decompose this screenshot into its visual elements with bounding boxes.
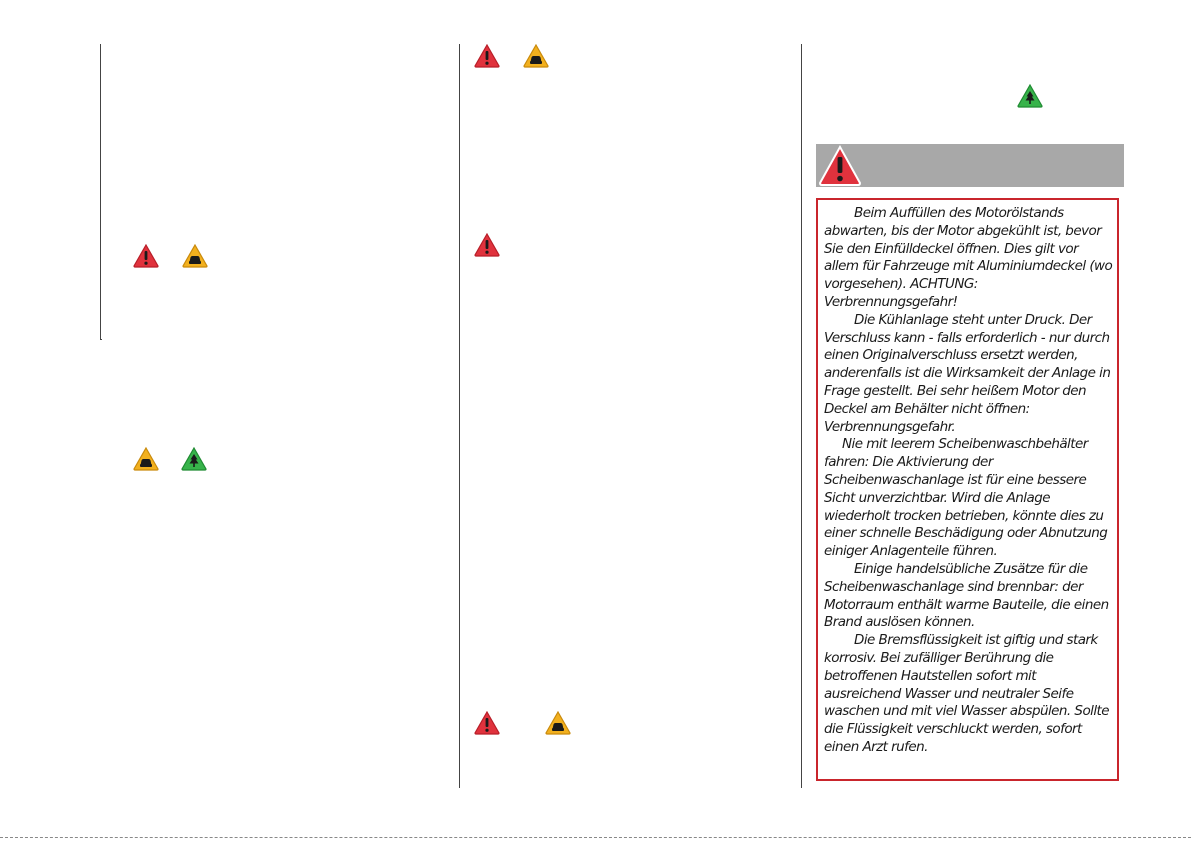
warning-paragraph: Die Kühlanlage steht unter Druck. Der Verschluss kann - falls erforderlich - nur durch einen Originalverschluss ersetzt werden, anderenfalls ist die Wirksamkeit der Anlage in Frage gestellt. Bei sehr heißem Motor den Deckel am Behälter nicht öffnen: Verbrennungsgefahr. <box>824 311 1111 435</box>
warning-header-bar <box>816 144 1124 187</box>
danger-warning-icon <box>133 244 159 268</box>
caution-car-icon <box>545 711 571 735</box>
environment-tree-icon <box>181 447 207 471</box>
page-bottom-rule <box>0 837 1191 838</box>
left-margin-bar <box>100 44 101 340</box>
caution-car-icon <box>182 244 208 268</box>
environment-tree-icon <box>1017 84 1043 108</box>
danger-warning-icon <box>474 44 500 68</box>
danger-warning-icon <box>474 233 500 257</box>
warning-paragraph: Einige handelsübliche Zusätze für die Scheibenwaschanlage sind brennbar: der Motorraum enthält warme Bauteile, die einen Brand auslösen können. <box>824 560 1109 631</box>
warning-box <box>816 198 1119 781</box>
warning-paragraph: Die Bremsflüssigkeit ist giftig und stark korrosiv. Bei zufälliger Berührung die betroffenen Hautstellen sofort mit ausreichend Wasser und neutraler Seife waschen und mit viel Wasser abspülen. Sollte die Flüssigkeit verschluckt werden, sofort einen Arzt rufen. <box>824 632 1110 755</box>
danger-warning-icon <box>474 711 500 735</box>
column-divider-2 <box>801 44 802 788</box>
left-margin-foot <box>100 339 102 340</box>
column-divider-1 <box>459 44 460 788</box>
caution-car-icon <box>523 44 549 68</box>
warning-paragraph: Nie mit leerem Scheibenwaschbehälter fahren: Die Aktivierung der Scheibenwaschanlage ist für eine bessere Sicht unverzichtbar. Wird die Anlage wiederholt trocken betrieben, könnte dies zu einer schnelle Beschädigung oder Abnutzung einiger Anlagenteile führen. <box>824 436 1108 560</box>
warning-paragraph: Beim Auffüllen des Motorölstands abwarten, bis der Motor abgekühlt ist, bevor Sie den Einfülldeckel öffnen. Dies gilt vor allem für Fahrzeuge mit Aluminiumdeckel (wo vorgesehen). ACHTUNG: Verbrennungsgefahr! <box>824 205 1113 310</box>
danger-warning-icon <box>818 145 862 187</box>
caution-car-icon <box>133 447 159 471</box>
